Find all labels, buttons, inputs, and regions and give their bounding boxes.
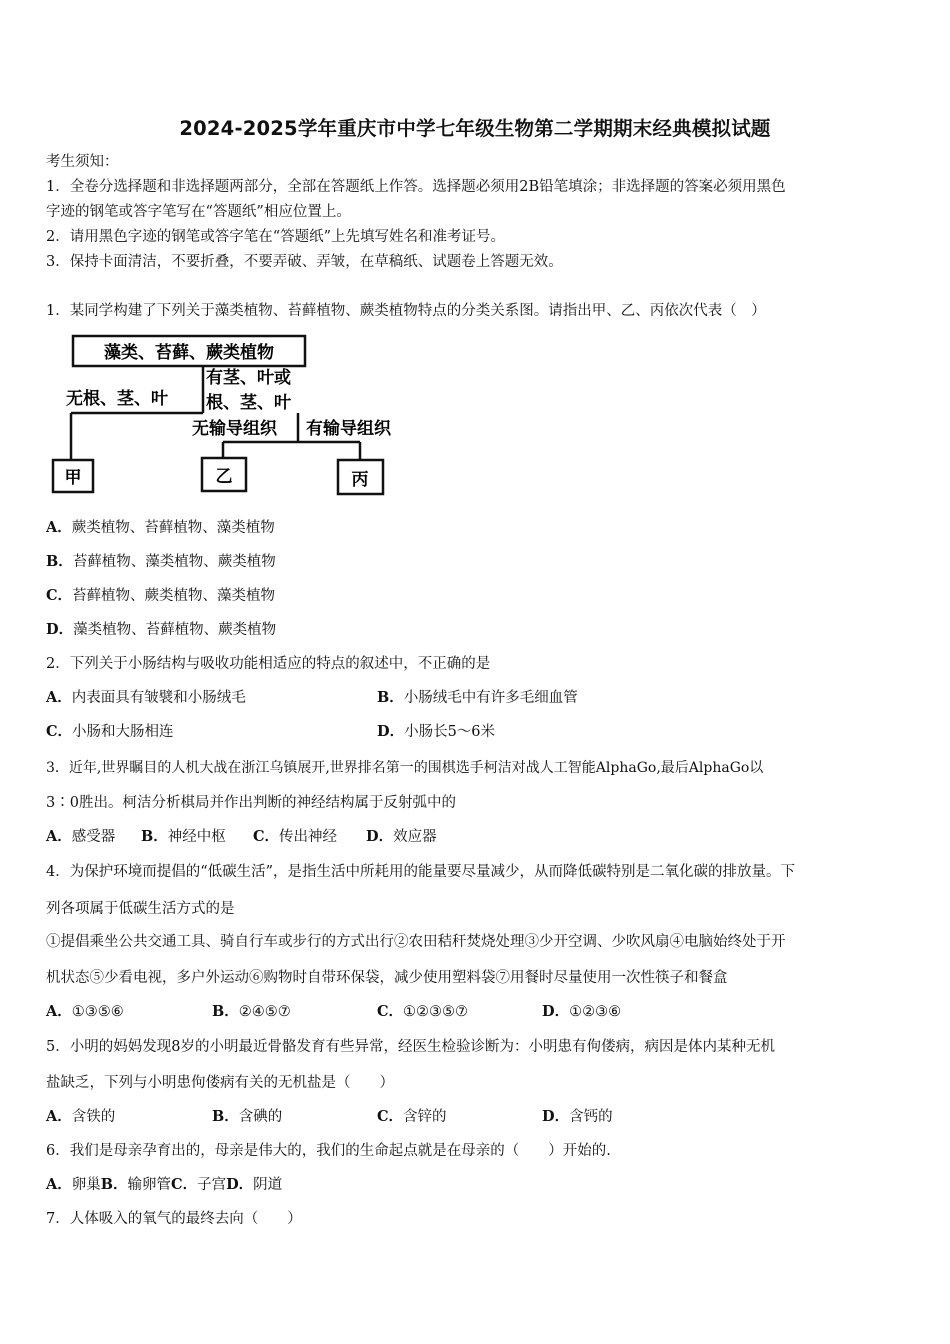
- q6-option-a[interactable]: [46, 1177, 101, 1193]
- q6-option-d[interactable]: [226, 1177, 282, 1193]
- q2-option-a[interactable]: [46, 688, 246, 708]
- q3-option-a[interactable]: [46, 827, 115, 847]
- diagram-has-vascular: 有输导组织: [306, 419, 391, 439]
- option-label: B．: [46, 553, 73, 570]
- option-text: 感受器: [71, 829, 116, 845]
- option-text: 苔藓植物、蕨类植物、藻类植物: [72, 588, 276, 604]
- q1-option-b[interactable]: [46, 552, 276, 572]
- option-label: C．: [377, 1003, 404, 1020]
- option-label: A．: [46, 1003, 72, 1020]
- q5-stem-line-2: 盐缺乏，下列与小明患佝偻病有关的无机盐是（ ）: [46, 1075, 394, 1091]
- option-label: C．: [377, 1108, 404, 1125]
- option-text: 小肠长5～6米: [404, 724, 496, 740]
- option-label: D．: [366, 828, 394, 845]
- q4-stem-line-4: 机状态⑤少看电视，多户外运动⑥购物时自带环保袋，减少使用塑料袋⑦用餐时尽量使用一次性筷子和餐盒: [46, 970, 728, 986]
- option-label: B．: [377, 689, 404, 706]
- q3-option-b[interactable]: [141, 827, 226, 847]
- option-text: 蕨类植物、苔藓植物、藻类植物: [71, 520, 275, 536]
- option-text: 含钙的: [569, 1109, 613, 1125]
- option-text: 卵巢: [71, 1177, 101, 1193]
- option-label: B．: [212, 1108, 239, 1125]
- q2-option-c[interactable]: [46, 722, 174, 742]
- option-text: ①②③⑤⑦: [403, 1004, 469, 1020]
- option-label: D．: [542, 1003, 570, 1020]
- notice-line: 1．全卷分选择题和非选择题两部分，全部在答题纸上作答。选择题必须用2B铅笔填涂；非选择题的答案必须用黑色: [46, 179, 786, 195]
- q4-option-d[interactable]: [542, 1002, 621, 1022]
- option-text: 神经中枢: [167, 829, 226, 845]
- q1-option-a[interactable]: [46, 518, 275, 538]
- option-text: 含碘的: [238, 1109, 283, 1125]
- q4-option-c[interactable]: [377, 1002, 468, 1022]
- option-label: B．: [141, 828, 168, 845]
- option-text: 小肠和大肠相连: [72, 724, 174, 740]
- q1-option-d[interactable]: [46, 620, 276, 640]
- q6-options: [46, 1175, 282, 1195]
- option-label: C．: [46, 723, 73, 740]
- q5-option-a[interactable]: [46, 1107, 115, 1127]
- q5-stem-line-1: 5．小明的妈妈发现8岁的小明最近骨骼发育有些异常，经医生检验诊断为：小明患有佝偻病，病因是体内某种无机: [46, 1039, 775, 1055]
- option-label: A．: [46, 1176, 72, 1193]
- option-label: A．: [46, 689, 72, 706]
- option-text: 子宫: [197, 1177, 227, 1193]
- option-label: D．: [377, 723, 405, 740]
- option-text: 藻类植物、苔藓植物、蕨类植物: [73, 622, 277, 638]
- q3-option-d[interactable]: [366, 827, 437, 847]
- option-text: 阴道: [253, 1177, 283, 1193]
- option-text: ②④⑤⑦: [238, 1004, 291, 1020]
- q7-stem: 7．人体吸入的氧气的最终去向（ ）: [46, 1211, 302, 1227]
- q4-option-b[interactable]: [212, 1002, 291, 1022]
- option-text: 传出神经: [279, 829, 338, 845]
- notice-line: 字迹的钢笔或答字笔写在“答题纸”相应位置上。: [46, 204, 351, 220]
- option-text: 含铁的: [71, 1109, 116, 1125]
- diagram-bing: 丙: [351, 470, 369, 490]
- q1-stem: 1．某同学构建了下列关于藻类植物、苔藓植物、蕨类植物特点的分类关系图。请指出甲、乙、丙依次代表（ ）: [46, 303, 766, 319]
- option-label: C．: [253, 828, 280, 845]
- option-text: 输卵管: [127, 1177, 172, 1193]
- option-label: D．: [46, 621, 74, 638]
- diagram-no-vascular: 无输导组织: [192, 419, 277, 439]
- q5-option-d[interactable]: [542, 1107, 613, 1127]
- notice-line: 2．请用黑色字迹的钢笔或答字笔在“答题纸”上先填写姓名和准考证号。: [46, 229, 506, 245]
- diagram-top-text: 藻类、苔藓、蕨类植物: [104, 343, 274, 363]
- q5-option-c[interactable]: [377, 1107, 447, 1127]
- option-label: A．: [46, 828, 72, 845]
- q6-stem: 6．我们是母亲孕育出的，母亲是伟大的，我们的生命起点就是在母亲的（ ）开始的.: [46, 1143, 611, 1159]
- diagram-left-branch: 无根、茎、叶: [66, 389, 168, 409]
- q5-option-b[interactable]: [212, 1107, 282, 1127]
- q1-option-c[interactable]: [46, 586, 275, 606]
- option-text: ①③⑤⑥: [71, 1004, 124, 1020]
- diagram-jia: 甲: [64, 468, 82, 488]
- option-label: A．: [46, 1108, 72, 1125]
- q2-option-b[interactable]: [377, 688, 578, 708]
- option-text: 效应器: [393, 829, 437, 845]
- q2-stem: 2．下列关于小肠结构与吸收功能相适应的特点的叙述中，不正确的是: [46, 656, 491, 672]
- q4-stem-line-2: 列各项属于低碳生活方式的是: [46, 901, 235, 917]
- option-text: ①②③⑥: [569, 1004, 622, 1020]
- option-text: 含锌的: [403, 1109, 447, 1125]
- q6-option-c[interactable]: [171, 1177, 226, 1193]
- option-text: 小肠绒毛中有许多毛细血管: [403, 690, 578, 706]
- option-label: D．: [226, 1176, 254, 1193]
- option-label: B．: [100, 1176, 128, 1193]
- q4-stem-line-1: 4．为保护环境而提倡的“低碳生活”，是指生活中所耗用的能量要尽量减少，从而降低碳特别是二氧化碳的排放量。下: [46, 864, 796, 880]
- option-label: D．: [542, 1108, 570, 1125]
- page-title: 2024-2025学年重庆市中学七年级生物第二学期期末经典模拟试题: [179, 117, 771, 140]
- option-label: C．: [171, 1176, 198, 1193]
- option-text: 苔藓植物、藻类植物、蕨类植物: [72, 554, 276, 570]
- option-label: B．: [212, 1003, 239, 1020]
- option-text: 内表面具有皱襞和小肠绒毛: [71, 690, 246, 706]
- q3-option-c[interactable]: [253, 827, 337, 847]
- diagram-yi: 乙: [215, 467, 233, 487]
- option-label: A．: [46, 519, 72, 536]
- classification-diagram: [40, 330, 420, 502]
- diagram-right-branch-2: 根、茎、叶: [206, 393, 291, 413]
- q6-option-b[interactable]: [101, 1177, 171, 1193]
- q4-stem-line-3: ①提倡乘坐公共交通工具、骑自行车或步行的方式出行②农田秸秆焚烧处理③少开空调、少吹风扇④电脑始终处于开: [46, 934, 786, 950]
- q2-option-d[interactable]: [377, 722, 495, 742]
- notice-line: 3．保持卡面清洁，不要折叠，不要弄破、弄皱，在草稿纸、试题卷上答题无效。: [46, 254, 563, 270]
- q3-stem-line-2: 3∶0胜出。柯洁分析棋局并作出判断的神经结构属于反射弧中的: [46, 795, 456, 811]
- notice-heading: 考生须知：: [46, 154, 119, 170]
- diagram-right-branch-1: 有茎、叶或: [206, 368, 291, 388]
- q3-stem-line-1: 3．近年,世界瞩目的人机大战在浙江乌镇展开,世界排名第一的围棋选手柯洁对战人工智能AlphaGo,最后AlphaGo以: [46, 760, 764, 776]
- q4-option-a[interactable]: [46, 1002, 124, 1022]
- option-label: C．: [46, 587, 73, 604]
